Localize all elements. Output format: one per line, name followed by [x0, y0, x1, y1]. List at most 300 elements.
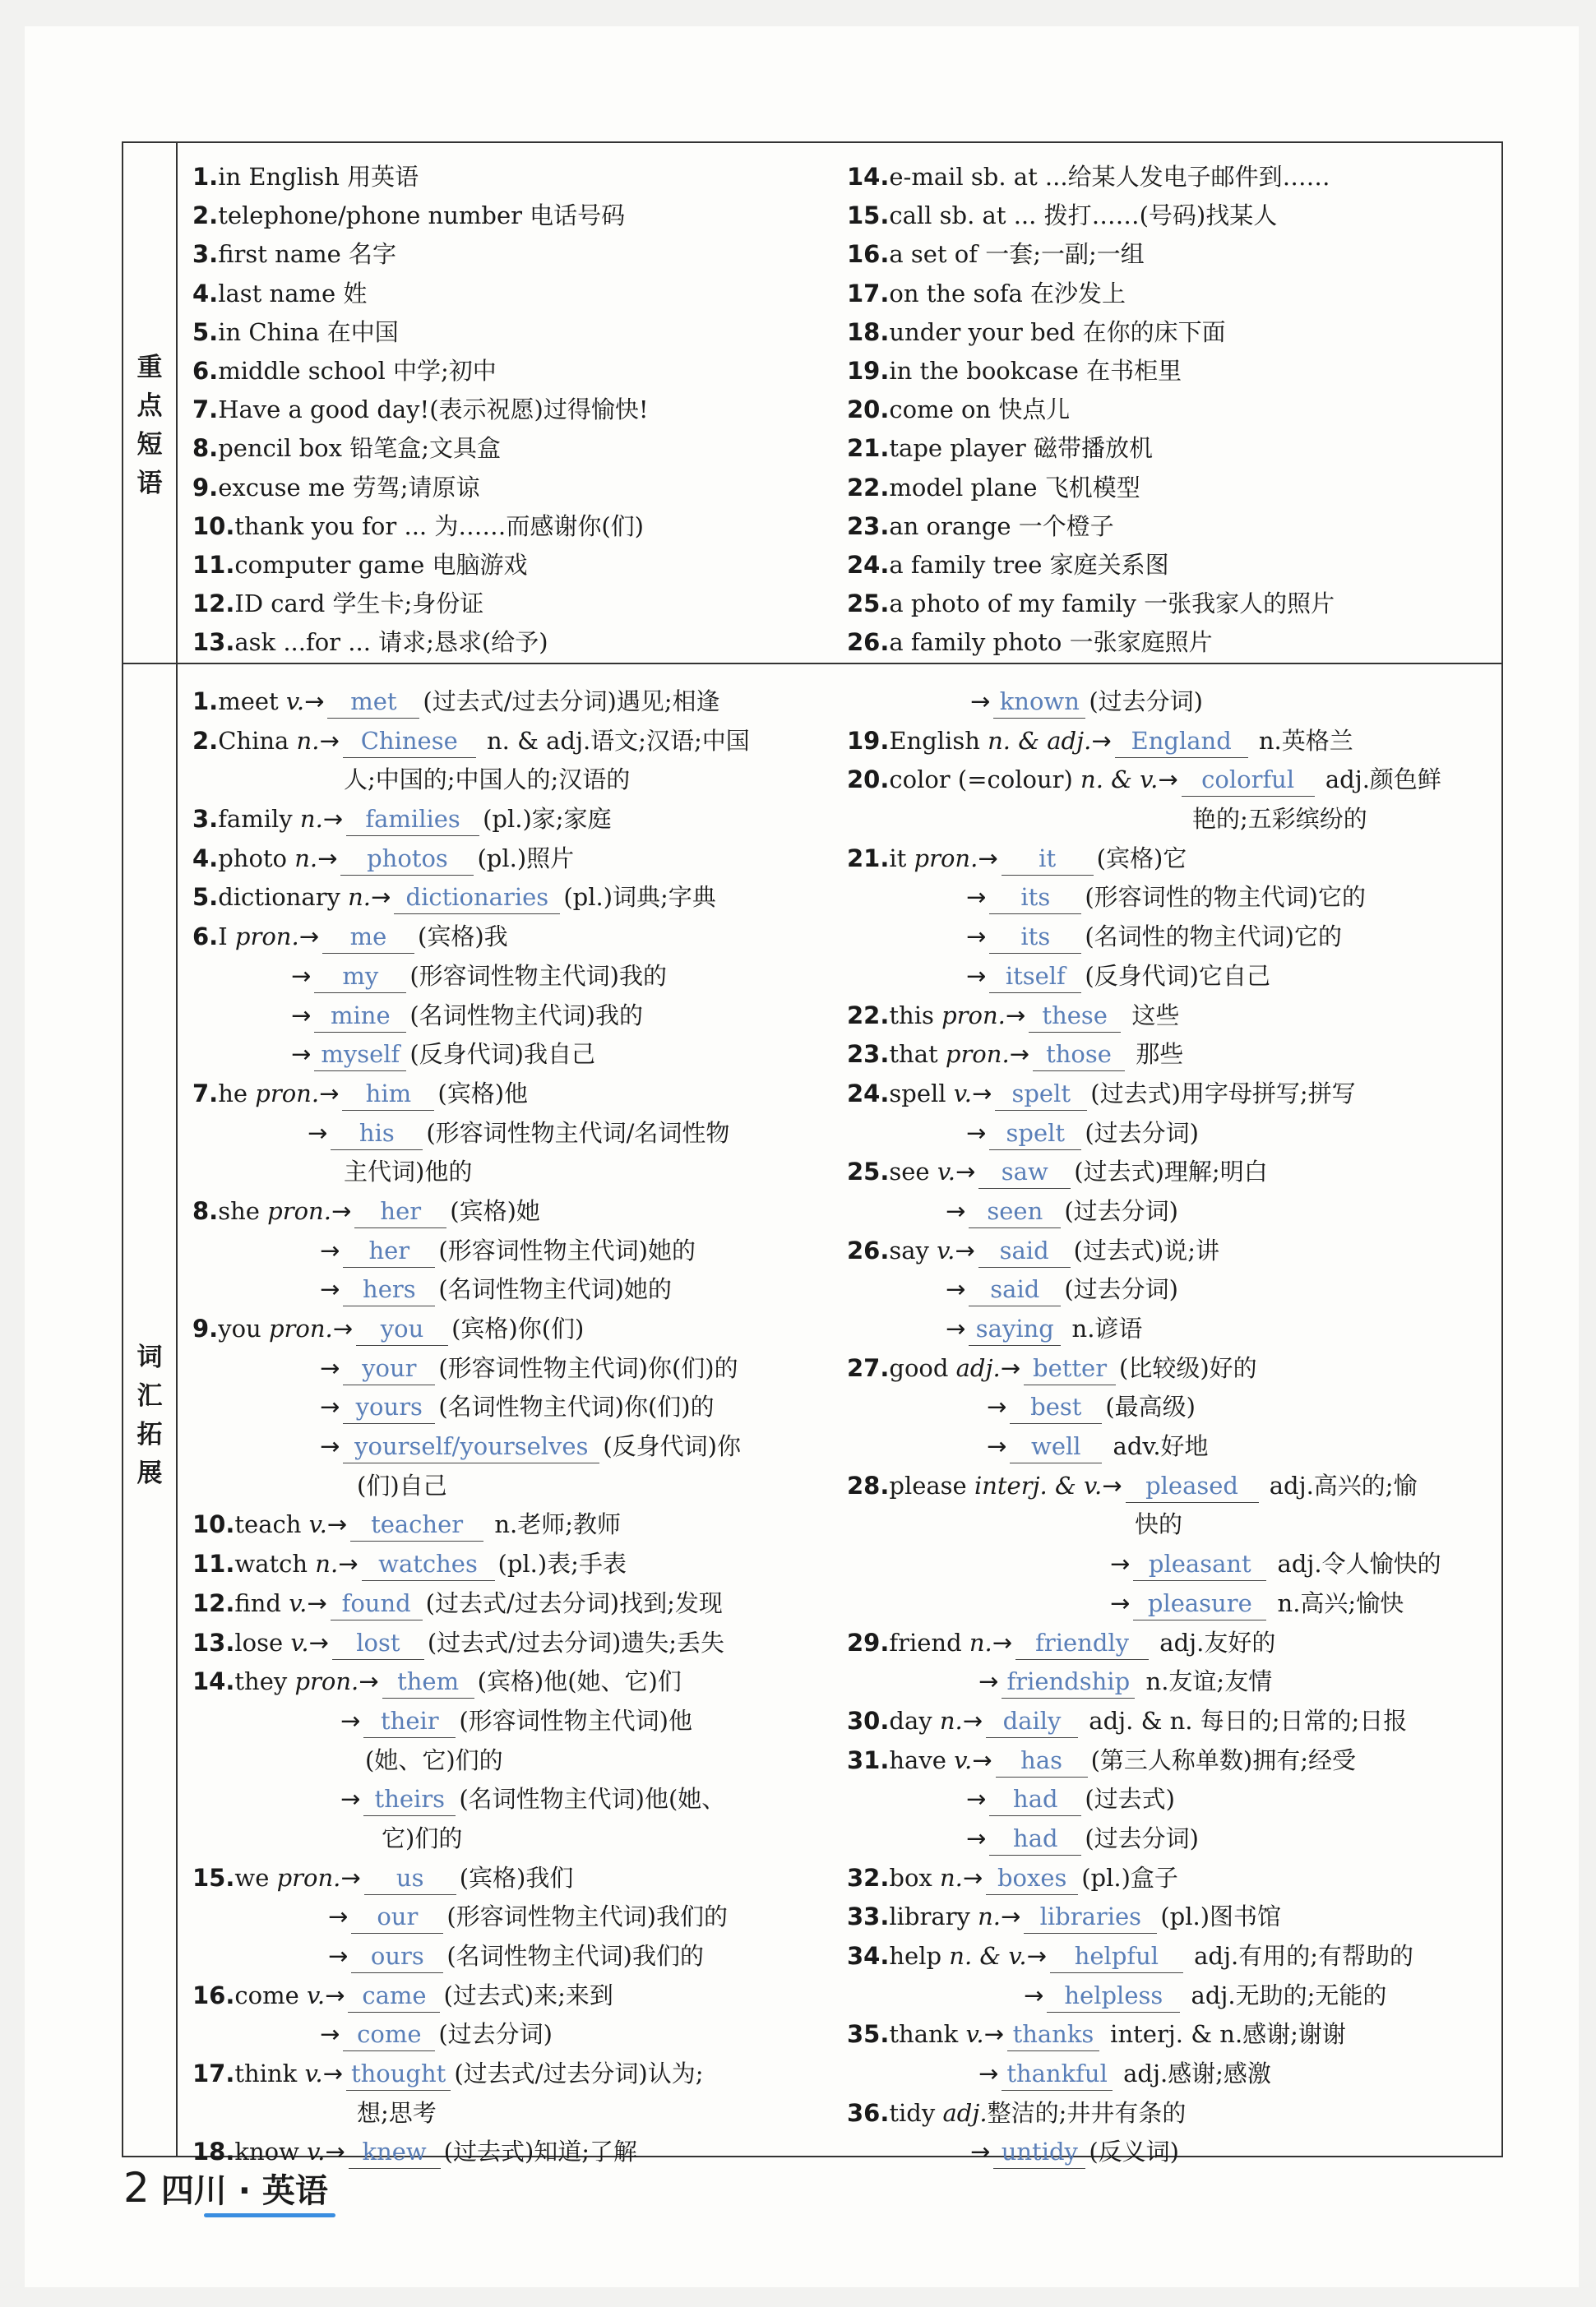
arrow-icon: →	[322, 805, 344, 834]
vocab-number: 23.	[847, 1040, 890, 1069]
vocab-line	[192, 1270, 826, 1310]
page-footer	[123, 2164, 328, 2212]
vocab-gloss: adj. & n. 每日的;日常的;日报	[1081, 1706, 1408, 1735]
vocab-line	[192, 1702, 826, 1741]
answer-blank: has	[996, 1744, 1088, 1778]
vocab-headword: they	[234, 1667, 295, 1696]
vocab-number: 19.	[847, 726, 890, 755]
content-frame	[122, 141, 1503, 2166]
vocab-line	[192, 1153, 826, 1192]
vocab-line	[847, 1741, 1497, 1781]
vocab-number: 7.	[192, 1079, 219, 1107]
answer-blank: lost	[332, 1626, 424, 1660]
vocab-gloss: 那些	[1127, 1040, 1184, 1069]
vocab-number: 16.	[192, 1981, 235, 2009]
vocab-line	[847, 1232, 1497, 1271]
answer-blank: saying	[969, 1312, 1061, 1346]
vocab-gloss: (形容词性物主代词)你(们)的	[438, 1353, 738, 1382]
vocab-headword: meet	[218, 687, 286, 715]
vocab-line	[847, 1270, 1497, 1310]
vocab-headword: library	[889, 1902, 978, 1931]
vocab-line	[192, 878, 826, 918]
vocab-line	[847, 682, 1497, 722]
answer-blank: theirs	[363, 1782, 456, 1816]
vocab-gloss: (名词性物主代词)我的	[409, 1001, 643, 1029]
vocab-line	[847, 996, 1497, 1036]
phrase-number: 5.	[192, 317, 219, 346]
arrow-icon: →	[308, 1118, 328, 1147]
part-of-speech: n.	[939, 1706, 963, 1735]
answer-blank: known	[993, 685, 1085, 719]
vocab-line	[192, 2015, 826, 2055]
vocab-line	[847, 800, 1497, 839]
vocab-line	[192, 1780, 826, 1819]
part-of-speech: n. & adj.	[988, 726, 1092, 755]
vocab-gloss: 整洁的;井井有条的	[987, 2098, 1187, 2127]
answer-blank: had	[989, 1822, 1081, 1856]
vocab-gloss: adj.高兴的;愉	[1261, 1471, 1418, 1500]
vocab-headword: please	[889, 1471, 974, 1500]
phrase-number: 3.	[192, 240, 219, 269]
arrow-icon: →	[317, 844, 338, 872]
phrase-number: 26.	[847, 628, 890, 657]
part-of-speech: interj. & v.	[974, 1471, 1103, 1500]
vocab-line	[847, 1584, 1497, 1624]
arrow-icon: →	[340, 1863, 361, 1892]
part-of-speech: n.	[969, 1628, 992, 1657]
vocab-line	[192, 722, 826, 761]
answer-blank: watches	[362, 1547, 495, 1581]
arrow-icon: →	[1024, 1981, 1044, 2009]
vocab-gloss: (反身代词)我自己	[409, 1040, 595, 1069]
answer-blank: it	[1002, 842, 1094, 876]
phrase-item	[192, 623, 817, 662]
vocab-gloss: (最高级)	[1105, 1393, 1196, 1422]
phrase-item	[847, 313, 1488, 352]
part-of-speech: v.	[308, 1510, 327, 1539]
vocab-line	[847, 722, 1497, 761]
phrase-item	[847, 469, 1488, 507]
vocab-line	[192, 1584, 826, 1624]
arrow-icon: →	[319, 726, 340, 755]
part-of-speech: n.	[315, 1550, 339, 1579]
vocab-line	[847, 2094, 1497, 2134]
vocab-gloss: (第三人称单数)拥有;经受	[1090, 1745, 1356, 1774]
phrase-number: 9.	[192, 473, 219, 502]
arrow-icon: →	[320, 1432, 340, 1461]
vocab-gloss: (过去式/过去分词)遗失;丢失	[427, 1628, 725, 1657]
vocab-gloss: (宾格)她	[450, 1196, 540, 1225]
part-of-speech: v.	[965, 2020, 984, 2049]
vocab-gloss: 这些	[1124, 1001, 1180, 1029]
arrow-icon: →	[291, 1040, 312, 1069]
vocab-gloss: 艳的;五彩缤纷的	[1192, 805, 1367, 834]
answer-blank: said	[978, 1234, 1071, 1268]
phrase-text: come on 快点儿	[889, 395, 1071, 424]
phrase-number: 24.	[847, 550, 890, 579]
part-of-speech: v.	[954, 1745, 973, 1774]
vocab-gloss: 人;中国的;中国人的;汉语的	[344, 765, 631, 794]
vocab-headword: say	[889, 1236, 937, 1264]
part-of-speech: n.	[978, 1902, 1002, 1931]
vocab-side-column	[123, 664, 178, 2156]
vocab-number: 4.	[192, 844, 219, 872]
vocab-gloss: (宾格)它	[1096, 844, 1187, 872]
arrow-icon: →	[1110, 1550, 1131, 1579]
vocab-line	[847, 1153, 1497, 1192]
vocab-number: 26.	[847, 1236, 890, 1264]
phrase-number: 11.	[192, 550, 235, 579]
vocab-headword: spell	[889, 1079, 954, 1107]
vocab-gloss: (过去分词)	[1064, 1196, 1178, 1225]
answer-blank: teacher	[350, 1508, 483, 1542]
vocab-number: 3.	[192, 805, 219, 834]
vocab-line	[847, 1310, 1497, 1349]
vocab-line	[192, 1505, 826, 1545]
vocab-gloss: (反身代词)你	[603, 1432, 741, 1461]
vocab-headword: thank	[889, 2020, 966, 2049]
arrow-icon: →	[320, 1353, 340, 1382]
arrow-icon: →	[331, 1196, 352, 1225]
vocab-gloss: n.高兴;愉快	[1270, 1588, 1404, 1617]
vocab-right-column	[847, 682, 1497, 2172]
vocab-headword: family	[218, 805, 300, 834]
vocab-line	[847, 1624, 1497, 1663]
vocab-gloss: (名词性物主代词)她的	[438, 1275, 672, 1304]
answer-blank: your	[343, 1352, 435, 1385]
vocab-gloss: 快的	[1135, 1510, 1183, 1539]
answer-blank: dictionaries	[394, 881, 560, 914]
phrase-item	[847, 507, 1488, 546]
answer-blank: libraries	[1024, 1900, 1157, 1934]
part-of-speech: v.	[307, 2138, 326, 2166]
vocab-gloss: adv.好地	[1105, 1432, 1209, 1461]
vocab-headword: you	[218, 1315, 269, 1343]
arrow-icon: →	[328, 1902, 349, 1931]
arrow-icon: →	[320, 2020, 340, 2049]
vocab-line	[192, 1192, 826, 1232]
vocab-gloss: (过去分词)	[1085, 1824, 1199, 1852]
phrase-number: 19.	[847, 356, 890, 385]
vocab-gloss: (形容词性物主代词)我的	[409, 961, 667, 990]
phrase-item	[192, 313, 817, 352]
arrow-icon: →	[325, 2138, 345, 2166]
vocab-line	[847, 1898, 1497, 1937]
vocab-line	[192, 761, 826, 800]
answer-blank: itself	[989, 959, 1081, 993]
vocab-line	[847, 1467, 1497, 1506]
vocab-line	[847, 878, 1497, 918]
answer-blank: him	[342, 1077, 434, 1111]
phrase-number: 12.	[192, 589, 235, 618]
phrase-item	[847, 158, 1488, 196]
vocab-line	[847, 2133, 1497, 2172]
phrase-text: a family tree 家庭关系图	[889, 550, 1169, 579]
vocab-number: 34.	[847, 1942, 890, 1970]
vocab-gloss: adj.颜色鲜	[1317, 765, 1441, 794]
arrow-icon: →	[291, 961, 312, 990]
phrase-text: excuse me 劳驾;请原谅	[218, 473, 480, 502]
part-of-speech: n.	[939, 1863, 963, 1892]
part-of-speech: adj.	[942, 2098, 988, 2127]
phrase-text: first name 名字	[218, 240, 397, 269]
vocab-line	[192, 1545, 826, 1584]
vocab-line	[847, 1075, 1497, 1114]
vocab-gloss: 它)们的	[382, 1824, 463, 1852]
phrase-text: a set of 一套;一副;一组	[889, 240, 1145, 269]
vocab-number: 14.	[192, 1667, 235, 1696]
vocab-line	[847, 1505, 1497, 1545]
arrow-icon: →	[371, 883, 391, 912]
answer-blank: colorful	[1182, 763, 1315, 797]
vocab-gloss: (pl.)照片	[477, 844, 575, 872]
vocab-line	[847, 2015, 1497, 2055]
phrase-item	[847, 546, 1488, 585]
answer-blank: better	[1024, 1352, 1116, 1385]
part-of-speech: v.	[306, 1981, 326, 2009]
answer-blank: our	[351, 1900, 443, 1934]
vocab-headword: photo	[218, 844, 295, 872]
section-divider	[178, 663, 1501, 664]
vocab-headword: help	[889, 1942, 950, 1970]
answer-blank: these	[1029, 999, 1121, 1033]
phrases-section-label: 重 点 短 语	[136, 353, 163, 498]
vocab-number: 17.	[192, 2060, 235, 2088]
arrow-icon: →	[946, 1315, 966, 1343]
answer-blank: my	[314, 959, 406, 993]
phrase-number: 13.	[192, 628, 235, 657]
vocab-line	[192, 1075, 826, 1114]
vocab-line	[847, 1976, 1497, 2016]
phrase-text: in China 在中国	[218, 317, 399, 346]
part-of-speech: pron.	[294, 1667, 359, 1696]
vocab-gloss: n.谚语	[1064, 1315, 1143, 1343]
vocab-headword: lose	[234, 1628, 291, 1657]
arrow-icon: →	[970, 687, 991, 715]
phrase-item	[192, 391, 817, 429]
vocab-line	[847, 839, 1497, 879]
phrase-text: telephone/phone number 电话号码	[218, 201, 626, 230]
vocab-gloss: (过去分词)	[1064, 1275, 1178, 1304]
answer-blank: found	[331, 1587, 423, 1620]
vocab-gloss: (过去分词)	[1089, 687, 1203, 715]
vocab-number: 12.	[192, 1588, 235, 1617]
vocab-line	[847, 761, 1497, 800]
answer-blank: come	[343, 2018, 435, 2051]
vocab-number: 5.	[192, 883, 219, 912]
answer-blank: England	[1115, 724, 1248, 758]
answer-blank: met	[327, 685, 419, 719]
phrase-text: on the sofa 在沙发上	[889, 279, 1126, 307]
vocab-gloss: (过去式)说;讲	[1073, 1236, 1220, 1264]
vocab-gloss: (过去式)理解;明白	[1074, 1158, 1268, 1186]
vocab-number: 10.	[192, 1510, 235, 1539]
phrase-item	[847, 352, 1488, 391]
part-of-speech: pron.	[268, 1315, 333, 1343]
vocab-line	[192, 682, 826, 722]
phrase-item	[847, 623, 1488, 662]
vocab-headword: tidy	[889, 2098, 943, 2127]
vocab-line	[192, 1467, 826, 1506]
vocab-gloss: (pl.)词典;字典	[563, 883, 716, 912]
answer-blank: hers	[343, 1273, 435, 1306]
arrow-icon: →	[1001, 1902, 1021, 1931]
arrow-icon: →	[983, 2020, 1004, 2049]
phrase-number: 10.	[192, 511, 235, 540]
part-of-speech: n.	[294, 844, 318, 872]
arrow-icon: →	[962, 1863, 983, 1892]
vocab-gloss: (过去式)来;来到	[443, 1981, 613, 2009]
phrase-number: 6.	[192, 356, 219, 385]
phrase-text: call sb. at ... 拨打……(号码)找某人	[889, 201, 1278, 230]
arrow-icon: →	[1158, 765, 1178, 794]
vocab-headword: he	[218, 1079, 256, 1107]
vocab-gloss: adj.令人愉快的	[1270, 1550, 1441, 1579]
vocab-number: 15.	[192, 1863, 235, 1892]
answer-blank: thought	[346, 2057, 451, 2091]
vocab-gloss: (宾格)他	[437, 1079, 529, 1107]
phrase-number: 7.	[192, 395, 219, 424]
vocab-number: 1.	[192, 687, 219, 715]
vocab-line	[192, 1310, 826, 1349]
answer-blank: families	[346, 802, 479, 836]
phrase-text: middle school 中学;初中	[218, 356, 497, 385]
answer-blank: ours	[351, 1939, 443, 1973]
phrase-text: e-mail sb. at ...给某人发电子邮件到……	[889, 163, 1330, 191]
vocab-gloss: (名词性的物主代词)它的	[1085, 922, 1342, 951]
vocab-line	[192, 1624, 826, 1663]
phrase-number: 25.	[847, 589, 890, 618]
vocab-gloss: 想;思考	[357, 2098, 437, 2127]
vocab-line	[847, 1427, 1497, 1467]
vocab-gloss: interj. & n.感谢;谢谢	[1102, 2020, 1346, 2049]
vocab-gloss: (名词性物主代词)你(们)的	[438, 1393, 715, 1422]
vocab-headword: box	[889, 1863, 940, 1892]
answer-blank: best	[1010, 1390, 1102, 1424]
answer-blank: well	[1010, 1430, 1102, 1463]
arrow-icon: →	[308, 1628, 329, 1657]
vocab-line	[847, 1937, 1497, 1976]
vocab-line	[192, 1388, 826, 1427]
vocab-gloss: (反身代词)它自己	[1085, 961, 1270, 990]
phrase-text: computer game 电脑游戏	[234, 550, 528, 579]
part-of-speech: v.	[304, 2060, 323, 2088]
part-of-speech: pron.	[941, 1001, 1006, 1029]
vocab-gloss: (名词性物主代词)他(她、	[459, 1785, 726, 1814]
phrase-item	[847, 585, 1488, 623]
answer-blank: helpful	[1050, 1939, 1183, 1973]
part-of-speech: n. & v.	[949, 1942, 1027, 1970]
vocab-number: 6.	[192, 922, 219, 951]
arrow-icon: →	[325, 1981, 345, 2009]
vocab-headword: that	[889, 1040, 946, 1069]
phrase-number: 1.	[192, 163, 219, 191]
vocab-line	[847, 1662, 1497, 1702]
phrase-item	[192, 585, 817, 623]
arrow-icon: →	[987, 1393, 1007, 1422]
vocab-line	[847, 1780, 1497, 1819]
vocab-line	[192, 1114, 826, 1154]
part-of-speech: v.	[290, 1628, 309, 1657]
vocab-line	[847, 918, 1497, 957]
vocab-line	[192, 1427, 826, 1467]
vocab-gloss: (pl.)表;手表	[497, 1550, 627, 1579]
vocab-number: 33.	[847, 1902, 890, 1931]
vocab-gloss: (过去式)	[1085, 1785, 1175, 1814]
vocab-gloss: (宾格)我们	[459, 1863, 574, 1892]
phrase-number: 4.	[192, 279, 219, 307]
vocab-line	[847, 1702, 1497, 1741]
vocab-headword: she	[218, 1196, 268, 1225]
phrases-right-column	[847, 158, 1488, 662]
answer-blank: friendship	[1002, 1665, 1135, 1699]
part-of-speech: n.	[348, 883, 372, 912]
part-of-speech: pron.	[945, 1040, 1010, 1069]
vocab-gloss: (pl.)盒子	[1081, 1863, 1178, 1892]
vocab-headword: dictionary	[218, 883, 349, 912]
vocab-gloss: (她、它)们的	[365, 1745, 503, 1774]
arrow-icon: →	[992, 1628, 1013, 1657]
answer-blank: spelt	[995, 1077, 1087, 1111]
vocab-number: 29.	[847, 1628, 890, 1657]
phrase-item	[192, 429, 817, 468]
vocab-number: 18.	[192, 2138, 235, 2166]
vocab-gloss: adj.感谢;感激	[1115, 2060, 1271, 2088]
vocab-line	[192, 800, 826, 839]
vocab-line	[847, 1859, 1497, 1898]
vocab-gloss: (过去分词)	[438, 2020, 553, 2049]
vocab-number: 27.	[847, 1353, 890, 1382]
vocab-gloss: (宾格)我	[418, 922, 508, 951]
vocab-headword: this	[889, 1001, 942, 1029]
vocab-headword: we	[234, 1863, 277, 1892]
arrow-icon: →	[1110, 1588, 1131, 1617]
vocab-gloss: (过去式)知道;了解	[443, 2138, 638, 2166]
part-of-speech: v.	[937, 1236, 955, 1264]
arrow-icon: →	[328, 1942, 349, 1970]
phrase-item	[847, 391, 1488, 429]
arrow-icon: →	[307, 1588, 327, 1617]
phrase-text: in the bookcase 在书柜里	[889, 356, 1182, 385]
arrow-icon: →	[332, 1315, 354, 1343]
vocab-number: 28.	[847, 1471, 890, 1500]
arrow-icon: →	[966, 883, 987, 912]
vocab-left-column	[192, 682, 826, 2172]
phrase-number: 17.	[847, 279, 890, 307]
vocab-number: 9.	[192, 1315, 219, 1343]
vocab-headword: watch	[234, 1550, 316, 1579]
vocab-line	[192, 1898, 826, 1937]
vocab-headword: have	[889, 1745, 955, 1774]
vocab-number: 20.	[847, 765, 890, 794]
vocab-gloss: n. & adj.语文;汉语;中国	[479, 726, 750, 755]
vocab-gloss: (过去式/过去分词)找到;发现	[425, 1588, 723, 1617]
phrase-item	[192, 196, 817, 235]
vocab-number: 21.	[847, 844, 890, 872]
vocab-headword: English	[889, 726, 988, 755]
vocab-line	[847, 1114, 1497, 1154]
answer-blank: us	[364, 1861, 456, 1895]
arrow-icon: →	[946, 1275, 966, 1304]
vocab-gloss: (过去式/过去分词)遇见;相逢	[423, 687, 720, 715]
part-of-speech: v.	[289, 1588, 308, 1617]
vocab-line	[192, 1937, 826, 1976]
vocab-number: 31.	[847, 1745, 890, 1774]
part-of-speech: adj.	[955, 1353, 1001, 1382]
arrow-icon: →	[340, 1785, 361, 1814]
vocab-line	[192, 1035, 826, 1075]
vocab-line	[192, 1976, 826, 2016]
